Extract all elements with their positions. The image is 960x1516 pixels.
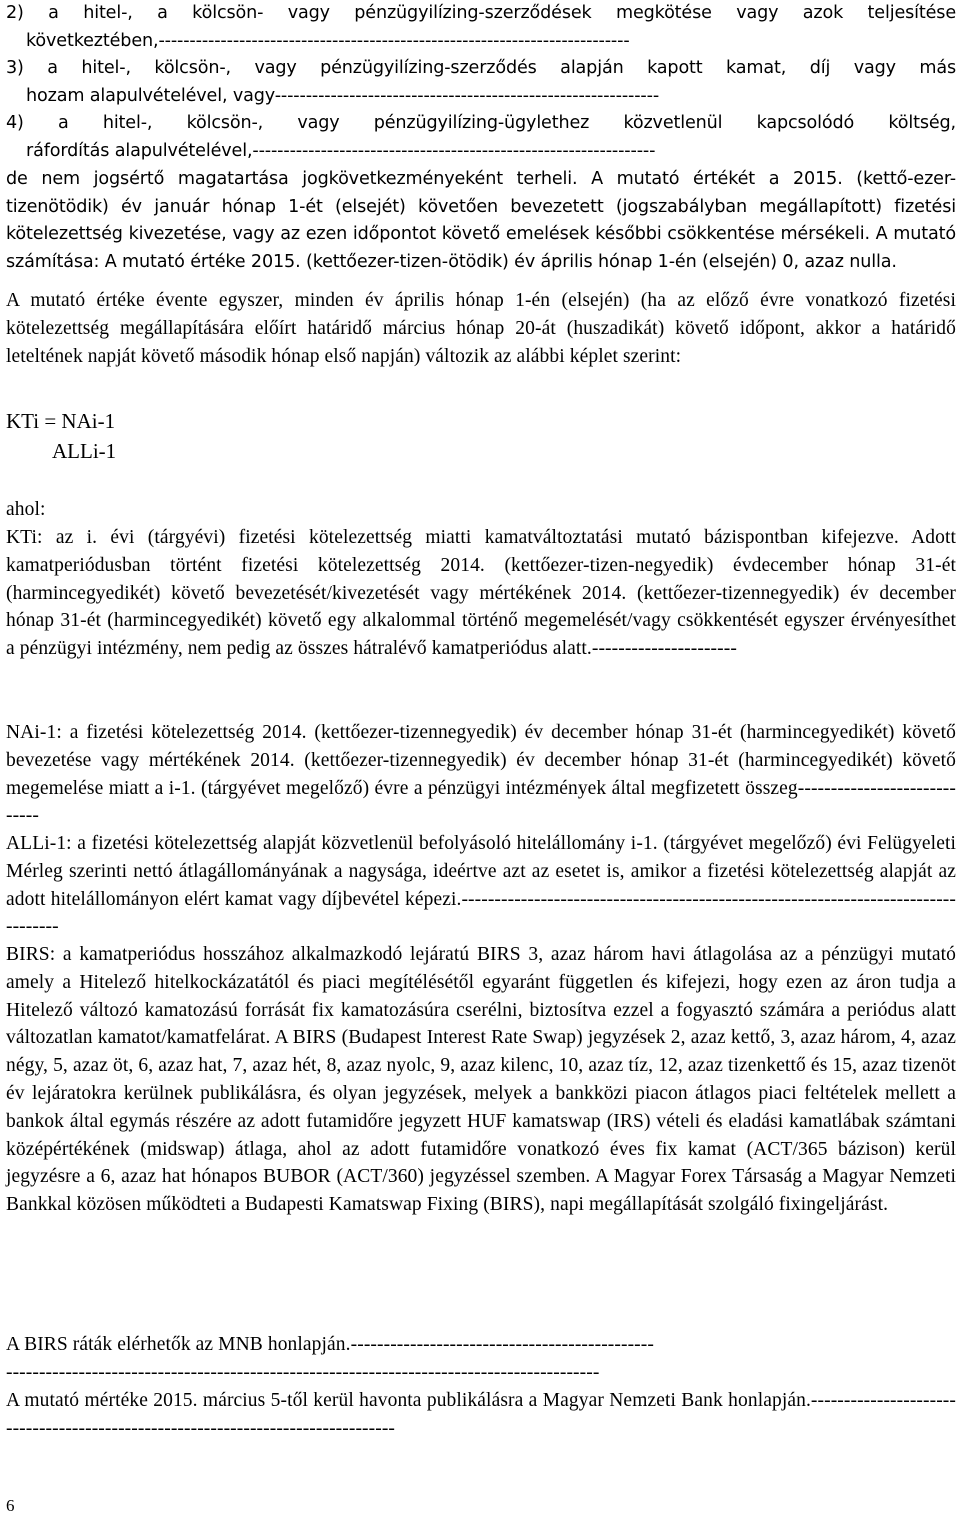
paragraph-evente-text: A mutató értéke évente egyszer, minden év április hónap 1-én (elsején) (ha az előző évre vonatkozó fizetési kötelezettség megállapítására előírt határidő március hónap 20-át (huszadikát) követő időpont, akkor a határidő leteltének napját követő második hónap első napján) változik az alábbi képlet szerint:: [6, 290, 956, 367]
list-item-3: [6, 55, 956, 110]
definition-birs: [6, 941, 956, 1219]
definition-nai: [6, 719, 956, 830]
list-item-4: [6, 110, 956, 165]
list-item-3-line1: 3) a hitel-, kölcsön-, vagy pénzügyilízing-szerződés alapján kapott kamat, díj vagy más: [6, 58, 956, 78]
list-item-2-line2: következtében,----------------------------------------------------------------------------: [26, 30, 630, 51]
definition-alli: [6, 830, 956, 941]
publikalas-paragraph: [6, 1387, 956, 1443]
list-item-3-line2: hozam alapulvételével, vagy--------------------------------------------------------------: [26, 85, 660, 106]
page-number: 6: [6, 1496, 15, 1515]
birs-mnb-line2: ------------------------------------------------------------------------------------------: [6, 1361, 600, 1383]
paragraph-mutato-ertek-text: de nem jogsértő magatartása jogkövetkezményeként terheli. A mutató értékét a 2015. (kettő-ezer-tizenötödik) év január hónap 1-ét (elsejét) követően bevezetett (jogszabályban megállapított) fizetési kötelezettség kivezetése, vagy az ezen időpontot követő emelések későbbi csökkentése mérsékeli. A mutató számítása: A mutató értéke 2015. (kettőezer-tizen-ötödik) év április hónap 1-én (elsején) 0, azaz nulla.: [6, 169, 956, 272]
definition-kti: [6, 524, 956, 663]
ahol-label: [6, 496, 956, 524]
list-item-4-line1: 4) a hitel-, kölcsön-, vagy pénzügyilízing-ügylethez közvetlenül kapcsolódó költség,: [6, 113, 956, 133]
paragraph-evente: [6, 287, 956, 370]
list-item-4-line2: ráfordítás alapulvételével,-----------------------------------------------------------------: [26, 140, 656, 161]
list-item-2-line1: 2) a hitel-, a kölcsön- vagy pénzügyilízing-szerződések megkötése vagy azok teljesítése: [6, 3, 956, 23]
definition-alli-text: ALLi-1: a fizetési kötelezettség alapját közvetlenül befolyásoló hitelállomány i-1. (tárgyévet megelőző) évi Felügyeleti Mérleg szerinti nettó átlagállományának a nagysága, ideértve azt az esetet is, amikor a fizetési kötelezettség alapját az adott hitelállományon elért kamat vagy díjbevétel képezi.-----------------------------------------------------------------------------------: [6, 833, 956, 938]
definition-kti-text: KTi: az i. évi (tárgyévi) fizetési kötelezettség miatti kamatváltoztatási mutató bázispontban kifejezve. Adott kamatperiódusban történt fizetési kötelezettség 2014. (kettőezer-tizen-negyedik) évdecember hónap 31-ét (harmincegyedikét) követő bevezetését/kivezetését vagy mértékének 2014. (kettőezer-tizennegyedik) év december hónap 31-ét (harmincegyedikét) követő egy alkalommal történő megemelését/vagy csökkentését egyszer érvényesíthet a pénzügyi intézmény, nem pedig az összes hátralévő kamatperiódus alatt.----------------------: [6, 527, 956, 660]
definition-birs-text: BIRS: a kamatperiódus hosszához alkalmazkodó lejáratú BIRS 3, azaz három havi átlagolása az a pénzügyi mutató amely a Hitelező hitelkockázatától és piaci megítélésétől egyaránt független és kifejezi, hogy ezen az áron tudja a Hitelező változó kamatozású forrását fix kamatozásúra cserélni, biztosítva ezzel a fogyasztó számára a periódus alatt változatlan kamatot/kamatfelárat. A BIRS (Budapest Interest Rate Swap) jegyzések 2, azaz kettő, 3, azaz három, 4, azaz négy, 5, azaz öt, 6, azaz hat, 7, azaz hét, 8, azaz nyolc, 9, azaz kilenc, 10, azaz tíz, 12, azaz tizenkettő és 15, azaz tizenöt év lejáratokra kerülnek publikálásra, és olyan jegyzések, melyek a bankközi piacon átlagos piaci feltételek mellett a bankok által egymás részére az adott futamidőre jegyzett HUF kamatswap (IRS) vételi és eladási kamatlábak számtani középértékének (midswap) átlaga, ahol az adott futamidőre vonatkozó éves fix kamat (ACT/365 bázison) kerül jegyzésre a 6, azaz hat hónapos BUBOR (ACT/360) jegyzéssel szemben. A Magyar Forex Társaság a Magyar Nemzeti Bankkal közösen működteti a Budapesti Kamatswap Fixing (BIRS), napi megállapítását szolgáló fixingeljárást.: [6, 944, 956, 1216]
definition-nai-text: NAi-1: a fizetési kötelezettség 2014. (kettőezer-tizennegyedik) év december hónap 31-ét (harmincegyedikét) követő bevezetése vagy mértékének 2014. (kettőezer-tizennegyedik) év december hónap 31-ét (harmincegyedikét) követő megemelése miatt a i-1. (tárgyévet megelőző) évre a pénzügyi intézmények által megfizetett összeg-----------------------------: [6, 722, 956, 827]
birs-mnb-note: [6, 1331, 956, 1387]
ahol-label-text: ahol:: [6, 499, 46, 520]
list-item-2: [6, 0, 956, 55]
formula-denominator: ALLi-1: [52, 439, 117, 463]
paragraph-mutato-ertek: [6, 166, 956, 276]
birs-mnb-line1: A BIRS ráták elérhetők az MNB honlapján.----------------------------------------------: [6, 1334, 654, 1355]
publikalas-text: A mutató mértéke 2015. március 5-től kerül havonta publikálásra a Magyar Nemzeti Bank honlapján.---------------------------------------------------------------------------------: [6, 1390, 956, 1439]
formula-numerator: KTi = NAi-1: [6, 409, 116, 433]
